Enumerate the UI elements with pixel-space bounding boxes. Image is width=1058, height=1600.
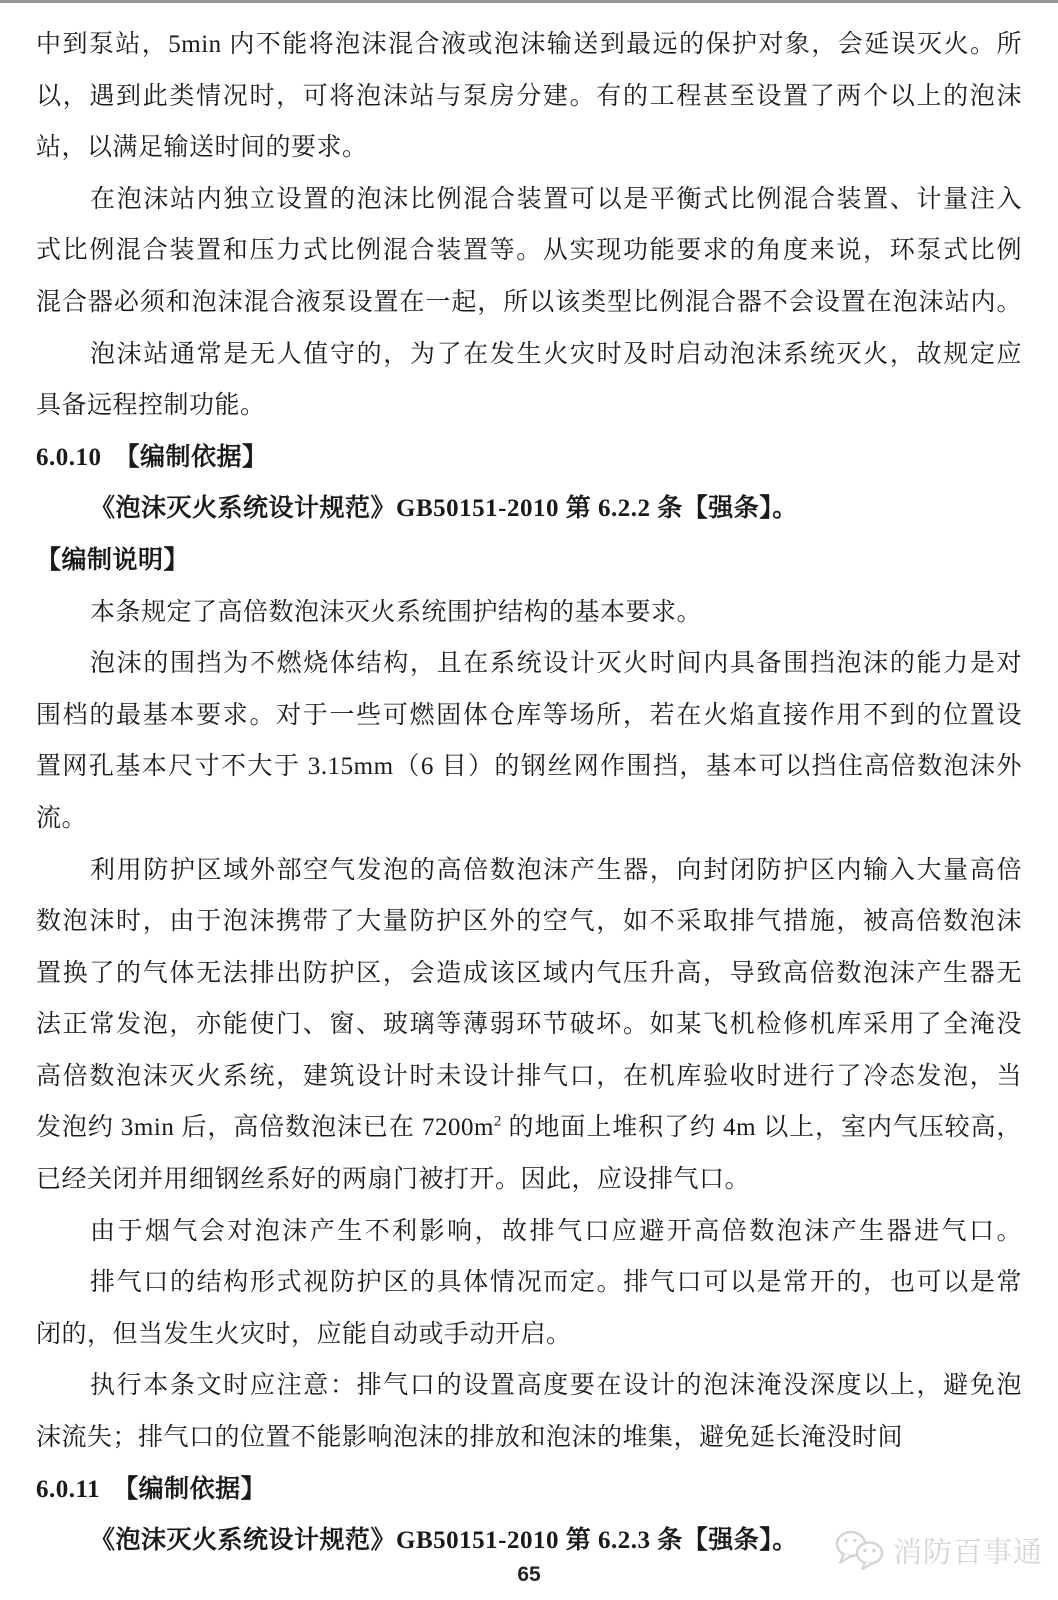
text-line: 混合器必须和泡沫混合液泵设置在一起，所以该类型比例混合器不会设置在泡沫站内。 xyxy=(36,288,1022,316)
text-line: 中到泵站，5min 内不能将泡沫混合液或泡沫输送到最远的保护对象，会延误灭火。所 xyxy=(36,31,1022,58)
scan-edge-artifact xyxy=(0,0,1058,3)
text-line: 泡沫的围挡为不燃烧体结构，且在系统设计灭火时间内具备围挡泡沫的能力是对 xyxy=(90,650,1022,678)
text-line: 站，以满足输送时间的要求。 xyxy=(36,134,368,162)
text-line: 本条规定了高倍数泡沫灭火系统围护结构的基本要求。 xyxy=(90,598,703,626)
text-line: 置网孔基本尺寸不大于 3.15mm（6 目）的钢丝网作围挡，基本可以挡住高倍数泡沫外 xyxy=(36,753,1022,781)
watermark xyxy=(834,1529,1043,1571)
section-heading-6-0-11: 6.0.11 【编制依据】 xyxy=(36,1475,267,1503)
text-line: 由于烟气会对泡沫产生不利影响，故排气口应避开高倍数泡沫产生器进气口。 xyxy=(90,1217,1022,1245)
text-line: 排气口的结构形式视防护区的具体情况而定。排气口可以是常开的，也可以是常 xyxy=(90,1269,1022,1297)
section-heading-6-0-10: 6.0.10 【编制依据】 xyxy=(36,443,268,471)
citation-6-2-2: 《泡沫灭火系统设计规范》GB50151-2010 第 6.2.2 条【强条】。 xyxy=(90,495,798,523)
text-line: 利用防护区域外部空气发泡的高倍数泡沫产生器，向封闭防护区内输入大量高倍 xyxy=(90,856,1022,884)
text-line: 式比例混合装置和压力式比例混合装置等。从实现功能要求的角度来说，环泵式比例 xyxy=(36,237,1022,265)
text-line: 在泡沫站内独立设置的泡沫比例混合装置可以是平衡式比例混合装置、计量注入 xyxy=(90,185,1022,213)
text-line: 以，遇到此类情况时，可将泡沫站与泵房分建。有的工程甚至设置了两个以上的泡沫 xyxy=(36,82,1022,110)
text-line: 置换了的气体无法排出防护区，会造成该区域内气压升高，导致高倍数泡沫产生器无 xyxy=(36,959,1022,987)
text-line: 已经关闭并用细钢丝系好的两扇门被打开。因此，应设排气口。 xyxy=(36,1166,751,1194)
text-line: 法正常发泡，亦能使门、窗、玻璃等薄弱环节破坏。如某飞机检修机库采用了全淹没 xyxy=(36,1011,1022,1039)
text-line: 高倍数泡沫灭火系统，建筑设计时未设计排气口，在机库验收时进行了冷态发泡，当 xyxy=(36,1062,1022,1090)
chat-bubbles-icon xyxy=(834,1529,888,1571)
text-line: 泡沫站通常是无人值守的，为了在发生火灾时及时启动泡沫系统灭火，故规定应 xyxy=(90,340,1022,368)
watermark-text: 消防百事通 xyxy=(893,1536,1044,1569)
text-line: 围档的最基本要求。对于一些可燃固体仓库等场所，若在火焰直接作用不到的位置设 xyxy=(36,701,1022,729)
text-line: 闭的，但当发生火灾时，应能自动或手动开启。 xyxy=(36,1320,572,1348)
text-line: 发泡约 3min 后，高倍数泡沫已在 $7200m^2$ 的地面上堆积了约 4m 以上，室内气压较高， xyxy=(36,1114,1022,1142)
citation-6-2-3: 《泡沫灭火系统设计规范》GB50151-2010 第 6.2.3 条【强条】。 xyxy=(90,1527,798,1555)
section-heading-explain: 【编制说明】 xyxy=(36,546,190,574)
text-line: 数泡沫时，由于泡沫携带了大量防护区外的空气，如不采取排气措施，被高倍数泡沫 xyxy=(36,908,1022,936)
page-number: 65 xyxy=(517,1563,541,1586)
text-line: 沫流失；排气口的位置不能影响泡沫的排放和泡沫的堆集，避免延长淹没时间 xyxy=(36,1424,904,1452)
text-line: 具备远程控制功能。 xyxy=(36,392,266,420)
text-line: 执行本条文时应注意：排气口的设置高度要在设计的泡沫淹没深度以上，避免泡 xyxy=(90,1372,1022,1400)
document-text xyxy=(36,19,1022,1567)
text-line: 流。 xyxy=(36,804,88,832)
